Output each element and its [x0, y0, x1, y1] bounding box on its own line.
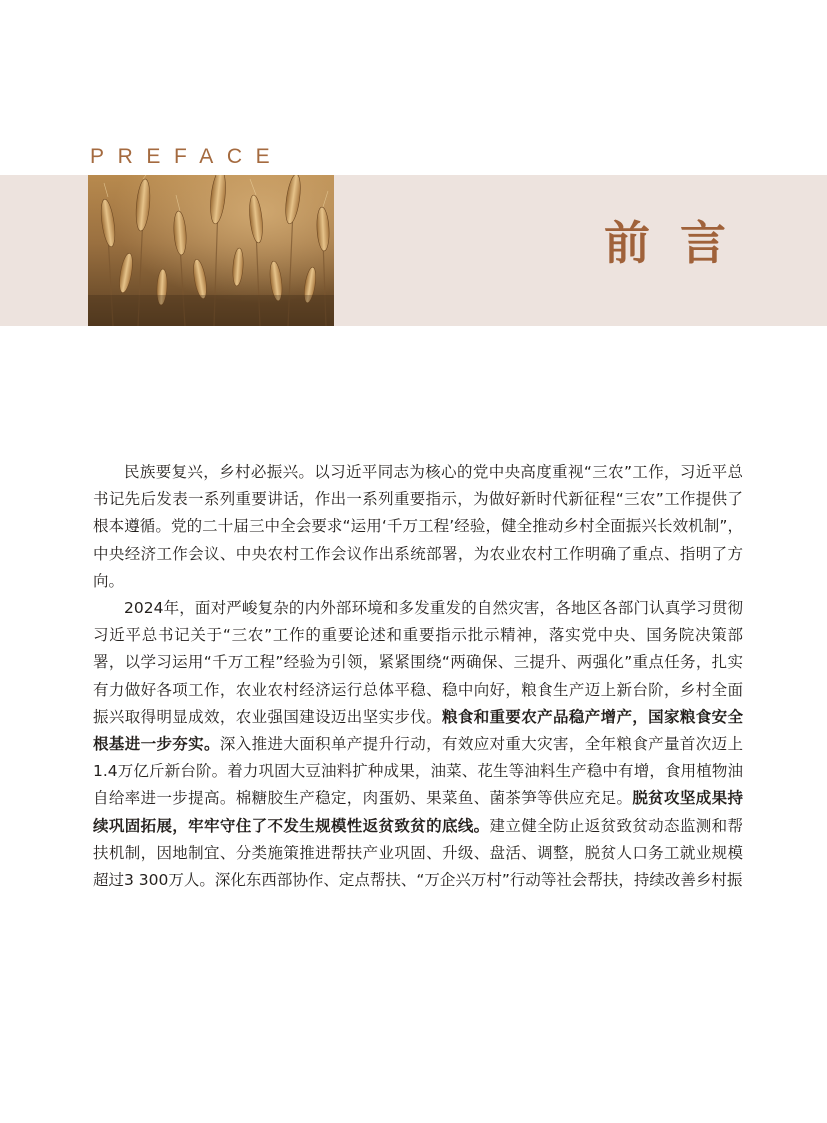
highlight-text: 粮食和重要农产品稳产增产，国家粮食安全根基进一步夯实。 — [93, 707, 743, 754]
paragraph-text: 2024年，面对严峻复杂的内外部环境和多发重发的自然灾害，各地区各部门认真学习贯彻习近平总书记关于“三农”工作的重要论述和重要指示批示精神，落实党中央、国务院决策部署，以学习运用“千万工程”经验为引领，紧紧围绕“两确保、三提升、两强化”重点任务，扎实有力做好各项工作，农业农村经济运行总体平稳、稳中向好，粮食生产迈上新台阶，乡村全面振兴取得明显成效，农业强国建设迈出坚实步伐。 — [93, 599, 743, 726]
body-text — [93, 459, 743, 894]
paragraph-text: 建立健全防止返贫致贫动态监测和帮扶机制，因地制宜、分类施策推进帮扶产业巩固、升级、盘活、调整，脱贫人口务工就业规模超过3 300万人。深化东西部协作、定点帮扶、“万企兴万村”行动等社会帮扶，持续改善乡村振 — [93, 816, 743, 890]
page-title: 前言 — [604, 216, 756, 270]
paragraph — [93, 459, 743, 595]
preface-label: PREFACE — [90, 145, 284, 168]
paragraph-text: 深入推进大面积单产提升行动，有效应对重大灾害，全年粮食产量首次迈上1.4万亿斤新台阶。着力巩固大豆油料扩种成果，油菜、花生等油料生产稳中有增，食用植物油自给率进一步提高。棉糖胶生产稳定，肉蛋奶、果菜鱼、菌茶笋等供应充足。 — [93, 735, 743, 808]
paragraph-text: 民族要复兴，乡村必振兴。以习近平同志为核心的党中央高度重视“三农”工作，习近平总书记先后发表一系列重要讲话，作出一系列重要指示，为做好新时代新征程“三农”工作提供了根本遵循。党的二十届三中全会要求“运用‘千万工程’经验，健全推动乡村全面振兴长效机制”，中央经济工作会议、中央农村工作会议作出系统部署，为农业农村工作明确了重点、指明了方向。 — [93, 463, 743, 590]
wheat-photo — [88, 175, 334, 326]
highlight-text: 脱贫攻坚成果持续巩固拓展，牢牢守住了不发生规模性返贫致贫的底线。 — [93, 789, 743, 835]
paragraph — [93, 595, 743, 894]
